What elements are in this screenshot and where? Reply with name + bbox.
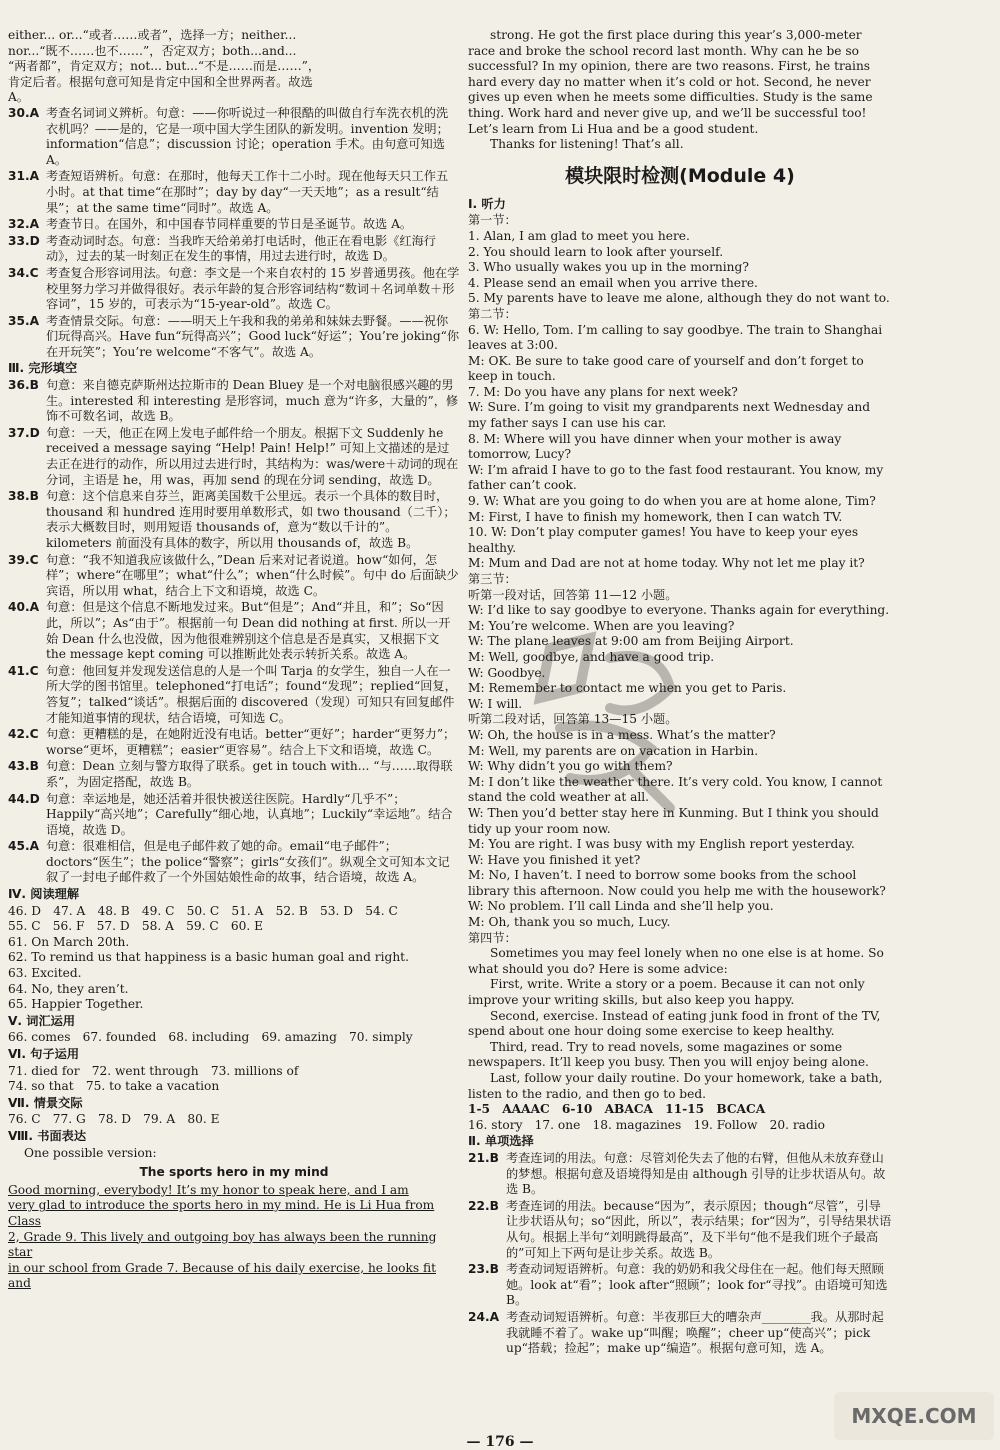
answer-list-single-choice [468, 1151, 892, 1357]
answer-number: 24.A [468, 1309, 500, 1324]
sentence-answer-line: 74. so that 75. to take a vacation [8, 1079, 220, 1094]
answer-entry [8, 664, 460, 726]
answer-line-dialog: 76. C 77. G 78. D 79. A 80. E [8, 1112, 220, 1127]
dialogue-line: M: Well, goodbye, and have a good trip. [468, 649, 715, 664]
answer-explanation: 句意：来自德克萨斯州达拉斯市的 Dean Bluey 是一个对电脑很感兴趣的男生。interested 和 interesting 是形容词，much 意为“许多，大量的”，修饰不可数名词，故选 B。 [46, 378, 459, 424]
dialogue-line: M: Oh, thank you so much, Lucy. [468, 915, 671, 930]
section-heading-dialog: Ⅶ. 情景交际 [8, 1095, 83, 1110]
section-heading-single-choice: Ⅱ. 单项选择 [468, 1134, 534, 1149]
essay-line: Good morning, everybody! It’s my honor to speak here, and I am [8, 1182, 409, 1197]
answer-number: 38.B [8, 489, 39, 504]
answer-explanation: 考查名词词义辨析。句意：——你听说过一种很酷的叫做自行车洗衣机的洗衣机吗？——是的，它是一项中国大学生团队的新发明。invention 发明；information“信息”；discussion 讨论；operation 手术。由句意可知选 A。 [46, 105, 449, 167]
listening-part-1 [468, 229, 892, 307]
module-title: 模块限时检测(Module 4) [565, 164, 795, 187]
listening-answers-2: 16. story 17. one 18. magazines 19. Follow 20. radio [468, 1117, 825, 1132]
listening-part-2-label: 第二节： [468, 306, 517, 321]
listening-part-3-intro-2: 听第二段对话，回答第 13—15 小题。 [468, 712, 678, 727]
answer-number: 23.B [468, 1262, 499, 1277]
listening-line: M: First, I have to finish my homework, then I can watch TV. [468, 509, 843, 524]
listening-line: W: Sure. I’m going to visit my grandparents next Wednesday and my father says I can use his car. [468, 400, 871, 431]
answer-entry [8, 727, 460, 758]
answer-list-multiple-choice [8, 106, 460, 361]
section-heading-sentence: Ⅵ. 句子运用 [8, 1047, 80, 1061]
dialogue-line: M: No, I haven’t. I need to borrow some books from the school library this afternoon. Now could you help me with the housework? [468, 868, 886, 898]
essay-title: The sports hero in my mind [139, 1165, 329, 1180]
dialogue-line: M: I don’t like the weather there. It’s very cold. You know, I cannot stand the cold weather at all. [468, 774, 883, 805]
reading-answer-line: 64. No, they aren’t. [8, 981, 129, 996]
answer-entry [8, 792, 460, 839]
answer-entry [468, 1199, 892, 1261]
reading-answer-line: 63. Excited. [8, 966, 82, 981]
essay-continuation: strong. He got the first place during this year’s 3,000-meter race and broke the school record last month. Why can he be so successful? In my opinion, there are two reasons. First, he trains hard every day no matter when it’s cold or hot. Second, he never gives up even when he meets some difficulties. Study is the same thing. Work hard and never give up, and we’ll be successful too! Let’s learn from Li Hua and be a good student. [468, 28, 873, 136]
section-heading-reading: Ⅳ. 阅读理解 [8, 887, 80, 902]
answer-entry [8, 314, 460, 361]
intro-line: A。 [8, 90, 29, 105]
section-heading-cloze: Ⅲ. 完形填空 [8, 361, 78, 376]
listening-line: 2. You should learn to look after yourself. [468, 244, 724, 259]
right-column [468, 28, 892, 1358]
answer-number: 35.A [8, 313, 40, 328]
listening-line: 3. Who usually wakes you up in the morning? [468, 260, 749, 275]
left-column [8, 28, 460, 1292]
answer-explanation: 考查情景交际。句意：——明天上午我和我的弟弟和妹妹去野餐。——祝你们玩得高兴。Have fun“玩得高兴”；Good luck“好运”；You’re joking“你在开玩笑”；You’re welcome“不客气”。故选 A。 [46, 313, 460, 359]
answer-number: 42.C [8, 727, 39, 742]
answer-entry [8, 106, 460, 168]
dialogue-line: M: Well, my parents are on vacation in Harbin. [468, 743, 759, 758]
answer-list-reading [8, 904, 460, 1013]
answer-explanation: 考查动词短语辨析。句意：我的奶奶和我父母住在一起。他们每天照顾她。look at“看”；look after“照顾”；look for“寻找”。由语境可知选 B。 [506, 1262, 888, 1308]
listening-part-1-label: 第一节： [468, 213, 517, 228]
answer-explanation: 句意：很难相信，但是电子邮件救了她的命。email“电子邮件”；doctors“医生”；the police“警察”；girls“女孩们”。纵观全文可知本文记叙了一封电子邮件救了一个外国姑娘性命的故事，结合语境，故选 A。 [46, 839, 450, 885]
answer-entry [8, 234, 460, 265]
reading-answer-line: 46. D 47. A 48. B 49. C 50. C 51. A 52. B 53. D 54. C [8, 903, 398, 918]
answer-explanation: 句意：这个信息来自芬兰，距离美国数千公里远。表示一个具体的数目时，thousand 和 hundred 连用时要用单数形式，如 two thousand（二千）；表示大概数目时，则用短语 thousands of，意为“数以千计的”。kilometers 前面没有具体的数字，所以用 thousands of，故选 B。 [46, 489, 456, 550]
essay-line: very glad to introduce the sports hero in my mind. He is Li Hua from Class [8, 1198, 435, 1228]
answer-explanation: 考查短语辨析。句意：在那时，他每天工作十二小时。现在他每天只工作五小时。at that time“在那时”；day by day“一天天地”；as a result“结果”；at the same time“同时”。故选 A。 [46, 169, 449, 215]
dialogue-line: W: No problem. I’ll call Linda and she’ll help you. [468, 899, 774, 914]
section-heading-vocab: Ⅴ. 词汇运用 [8, 1013, 76, 1028]
listening-line: 9. W: What are you going to do when you are at home alone, Tim? [468, 494, 876, 509]
intro-block [8, 28, 460, 106]
intro-line: either... or...“或者……或者”，选择一方；neither... [8, 28, 297, 42]
answer-explanation: 句意：“我不知道我应该做什么，”Dean 后来对记者说道。how“如何，怎样”；where“在哪里”；what“什么”；when“什么时候”。句中 do 后面缺少宾语，所以用 what，结合上下文和语境，故选 C。 [46, 552, 459, 598]
dialogue-line: M: You’re welcome. When are you leaving? [468, 618, 735, 633]
passage-paragraph: Sometimes you may feel lonely when no one else is at home. So what should you do? Here is some advice: [468, 946, 884, 976]
watermark-logo [834, 1392, 994, 1440]
listening-line: M: OK. Be sure to take good care of yourself and don’t forget to keep in touch. [468, 353, 864, 384]
reading-answer-line: 61. On March 20th. [8, 934, 130, 949]
essay-line: in our school from Grade 7. Because of his daily exercise, he looks fit and [8, 1260, 436, 1291]
answer-list-cloze [8, 378, 460, 886]
intro-line: 肯定后者。根据句意可知是肯定中国和全世界两者。故选 [8, 74, 313, 89]
answer-number: 44.D [8, 791, 40, 806]
dialogue-line: W: I will. [468, 696, 523, 711]
answer-explanation: 句意：他回复并发现发送信息的人是一个叫 Tarja 的女学生，独自一人在一所大学的图书馆里。telephoned“打电话”；found“发现”；replied“回复，答复”；talked“谈话”。根据后面的 discovered（发现）可知只有回复邮件才能知道事情的现状，结合语境，可知选 C。 [46, 663, 457, 725]
answer-explanation: 考查节日。在国外，和中国春节同样重要的节日是圣诞节。故选 A。 [46, 217, 413, 232]
answer-number: 41.C [8, 663, 39, 678]
dialogue-line: M: You are right. I was busy with my English report yesterday. [468, 837, 855, 852]
answer-entry [8, 378, 460, 425]
listening-part-3-intro-1: 听第一段对话，回答第 11—12 小题。 [468, 587, 678, 602]
answer-entry [8, 266, 460, 313]
dialogue-line: W: Goodbye. [468, 665, 546, 680]
listening-line: M: Mum and Dad are not at home today. Why not let me play it? [468, 556, 865, 571]
answer-explanation: 考查动词时态。句意：当我昨天给弟弟打电话时，他正在看电影《红海行动》，过去的某一时刻正在发生的事情，用过去进行时，故选 D。 [46, 233, 436, 264]
answer-explanation: 考查复合形容词用法。句意：李文是一个来自农村的 15 岁普通男孩。他在学校里努力学习并做得很好。表示年龄的复合形容词结构“数词＋名词单数＋形容词”，15 岁的，可表示为“15-year-old”。故选 C。 [46, 265, 460, 312]
answer-entry [8, 489, 460, 551]
listening-line: 7. M: Do you have any plans for next week? [468, 384, 738, 399]
essay-line: 2, Grade 9. This lively and outgoing boy has always been the running star [8, 1229, 437, 1260]
answer-explanation: 句意：Dean 立刻与警方取得了联系。get in touch with... “与……取得联系”，为固定搭配，故选 B。 [46, 759, 453, 789]
dialogue-line: M: Remember to contact me when you get to Paris. [468, 681, 787, 696]
passage-paragraph: Third, read. Try to read novels, some magazines or some newspapers. It’ll keep you busy. Then you will enjoy being alone. [468, 1039, 869, 1070]
answer-entry [8, 169, 460, 216]
answer-entry [8, 600, 460, 662]
reading-answer-line: 62. To remind us that happiness is a basic human goal and right. [8, 950, 409, 965]
listening-line: 5. My parents have to leave me alone, although they do not want to. [468, 291, 890, 306]
possible-version-label: One possible version: [24, 1145, 157, 1160]
answer-explanation: 句意：但是这个信息不断地发过来。But“但是”；And“并且，和”；So“因此，所以”；As“由于”。根据前一句 Dean did nothing at first. 所以一开始 Dean 什么也没做，因为他很难辨别这个信息是否是真实，又根据下文 the message kept coming 可以推断此处表示转折关系。故选 A。 [46, 600, 451, 662]
answer-entry [468, 1310, 892, 1357]
dialogue-line: W: I’d like to say goodbye to everyone. Thanks again for everything. [468, 603, 890, 618]
listening-line: 10. W: Don’t play computer games! You have to keep your eyes healthy. [468, 525, 859, 555]
answer-entry [468, 1151, 892, 1198]
listening-passage [468, 946, 892, 1102]
listening-part-3-label: 第三节： [468, 572, 517, 586]
passage-paragraph: Second, exercise. Instead of eating junk food in front of the TV, spend about one hour doing some exercise to keep healthy. [468, 1008, 881, 1039]
dialogue-line: W: Then you’d better stay here in Kunming. But I think you should tidy up your room now. [468, 805, 879, 836]
passage-paragraph: Last, follow your daily routine. Do your homework, take a bath, listen to the radio, and then go to bed. [468, 1071, 883, 1101]
reading-answer-line: 55. C 56. F 57. D 58. A 59. C 60. E [8, 919, 264, 934]
answer-explanation: 考查动词短语辨析。句意：半夜那巨大的嘈杂声________我。从那时起我就睡不着了。wake up“叫醒；唤醒”；cheer up“使高兴”；pick up“搭载；捡起”；make up“编造”。根据句意可知，选 A。 [506, 1309, 884, 1356]
intro-line: nor...“既不……也不……”，否定双方；both...and... [8, 43, 297, 58]
answer-explanation: 句意：幸运地是，她还活着并很快被送往医院。Hardly“几乎不”；Happily“高兴地”；Carefully“细心地，认真地”；Luckily“幸运地”。结合语境，故选 D。 [46, 791, 453, 837]
answer-number: 43.B [8, 759, 39, 774]
sentence-answer-line: 71. died for 72. went through 73. millions of [8, 1063, 299, 1078]
dialogue-line: W: Why didn’t you go with them? [468, 759, 673, 774]
listening-answers-1: 1-5 AAAAC 6-10 ABACA 11-15 BCACA [468, 1102, 766, 1117]
answer-number: 40.A [8, 600, 40, 615]
intro-line: “两者都”，肯定双方；not... but...“不是……而是……”， [8, 59, 321, 74]
answer-explanation: 考查连词的用法。句意：尽管刘伦失去了他的右臂，但他从未放弃登山的梦想。根据句意及语境得知是由 although 引导的让步状语从句。故选 B。 [506, 1150, 886, 1197]
section-heading-writing: Ⅷ. 书面表达 [8, 1128, 87, 1143]
listening-dialogue-1 [468, 603, 892, 712]
answer-entry [8, 759, 460, 790]
listening-dialogue-2 [468, 728, 892, 931]
answer-number: 45.A [8, 839, 40, 854]
answer-number: 36.B [8, 378, 39, 393]
answer-explanation: 句意：一天，他正在网上发电子邮件给一个朋友。根据下文 Suddenly he received a message saying “Help! Pain! Help!” 可知上文描述的是过去正在进行的动作，所以用过去进行时，其结构为：was/were＋动词的现在分词，主语是 he，用 was，再加 send 的现在分词 sending，故选 D。 [46, 425, 459, 487]
dialogue-line: W: The plane leaves at 9:00 am from Beijing Airport. [468, 634, 794, 649]
watermark-text: MXQE.COM [851, 1404, 977, 1428]
answer-entry [8, 553, 460, 600]
answer-entry [8, 217, 460, 233]
answer-number: 37.D [8, 425, 40, 440]
answer-number: 39.C [8, 552, 39, 567]
essay-body [8, 1183, 460, 1292]
answer-number: 32.A [8, 217, 40, 232]
listening-part-4-label: 第四节： [468, 930, 517, 945]
answer-explanation: 句意：更糟糕的是，在她附近没有电话。better“更好”；harder“更努力”；worse“更坏，更糟糕”；easier“更容易”。结合上下文和语境，故选 C。 [46, 727, 456, 757]
dialogue-line: W: Have you finished it yet? [468, 852, 641, 867]
answer-number: 33.D [8, 233, 40, 248]
answer-number: 31.A [8, 169, 40, 184]
listening-line: W: I’m afraid I have to go to the fast food restaurant. You know, my father can’t cook. [468, 462, 884, 493]
answer-list-sentence [8, 1064, 460, 1095]
answer-number: 30.A [8, 105, 40, 120]
essay-closing: Thanks for listening! That’s all. [490, 137, 684, 152]
dialogue-line: W: Oh, the house is in a mess. What’s the matter? [468, 727, 776, 742]
answer-entry [8, 426, 460, 488]
listening-line: 4. Please send an email when you arrive there. [468, 275, 758, 290]
answer-line-vocab: 66. comes 67. founded 68. including 69. amazing 70. simply [8, 1030, 413, 1045]
page-number: — 176 — [466, 1434, 534, 1450]
reading-answer-line: 65. Happier Together. [8, 997, 144, 1012]
passage-paragraph: First, write. Write a story or a poem. Because it can not only improve your writing skills, but also keep you happy. [468, 977, 865, 1008]
listening-line: 8. M: Where will you have dinner when your mother is away tomorrow, Lucy? [468, 431, 842, 462]
listening-line: 6. W: Hello, Tom. I’m calling to say goodbye. The train to Shanghai leaves at 3:00. [468, 322, 883, 353]
answer-explanation: 考查连词的用法。because“因为”，表示原因；though“尽管”，引导让步状语从句；so“因此，所以”，表示结果；for“因为”，引导结果状语从句。根据上半句“刘明跳得最高”，及下半句“他不是我们班个子最高的”可知上下两句是让步关系。故选 B。 [506, 1198, 892, 1260]
answer-entry [8, 839, 460, 886]
answer-number: 21.B [468, 1150, 499, 1165]
answer-number: 22.B [468, 1198, 499, 1213]
answer-number: 34.C [8, 265, 39, 280]
listening-part-2 [468, 323, 892, 573]
listening-line: 1. Alan, I am glad to meet you here. [468, 228, 690, 243]
section-heading-listening: Ⅰ. 听力 [468, 196, 506, 211]
answer-entry [468, 1262, 892, 1309]
